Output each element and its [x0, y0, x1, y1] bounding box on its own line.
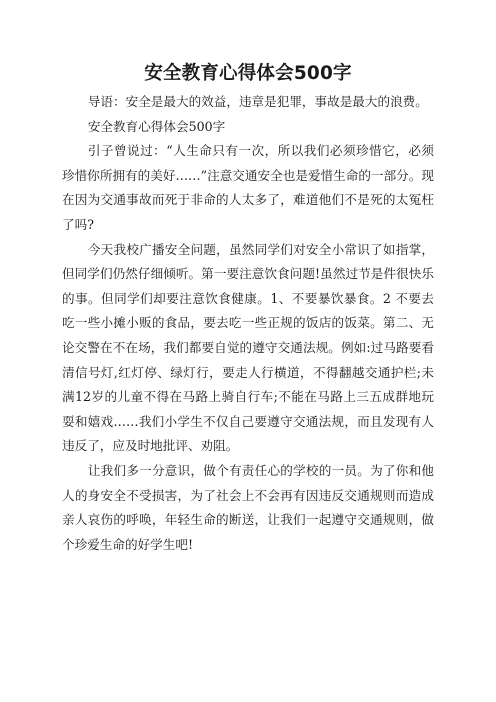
paragraph-subtitle: 安全教育心得体会500字	[87, 118, 226, 134]
paragraph-intro: 导语：安全是最大的效益，违章是犯罪，事故是最大的浪费。	[87, 94, 428, 109]
paragraph-quote: 引子曾说过：“人生命只有一次，所以我们必须珍惜它，必须珍惜你所拥有的美好……”注意交通安全也是爱惜生命的一部分。现在因为交通事故而死于非命的人太多了，难道他们不是死的太冤枉了吗?	[62, 143, 434, 232]
paragraph-broadcast: 今天我校广播安全问题，虽然同学们对安全小常识了如指掌，但同学们仍然仔细倾听。第一要注意饮食问题!虽然过节是件很快乐的事。但同学们却要注意饮食健康。1、不要暴饮暴食。2 不要去吃一些小摊小贩的食品，要去吃一些正规的饭店的饭菜。第二、无论交警在不在场，我们都要自觉的遵守交通法规。例如:过马路要看清信号灯,红灯停、绿灯行，要走人行横道，不得翻越交通护栏;未满12岁的儿童不得在马路上骑自行车;不能在马路上三五成群地玩耍和嬉戏……我们小学生不仅自己要遵守交通法规，而且发现有人违反了，应及时地批评、劝阻。	[62, 241, 434, 454]
document-title: 安全教育心得体会500字	[144, 63, 352, 84]
paragraph-conclusion: 让我们多一分意识，做个有责任心的学校的一员。为了你和他人的身安全不受损害，为了社会上不会再有因违反交通规则而造成亲人哀伤的呼唤，年轻生命的断送，让我们一起遵守交通规则，做个珍爱生命的好学生吧!	[62, 462, 434, 552]
document-body	[62, 90, 434, 557]
